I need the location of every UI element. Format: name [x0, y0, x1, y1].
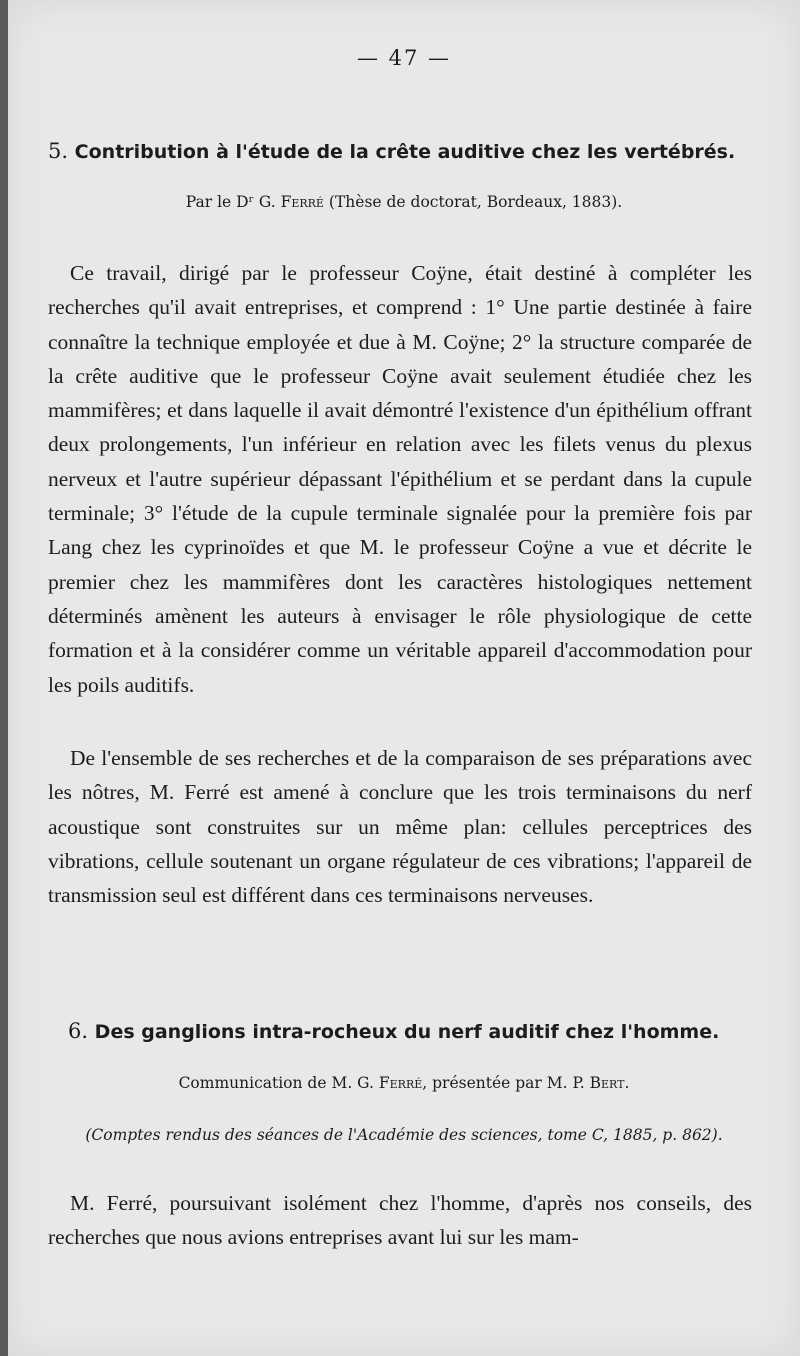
section-5-byline — [8, 193, 800, 211]
byline-middle: , présentée par M. P. — [422, 1074, 585, 1092]
section-6-byline — [8, 1074, 800, 1092]
section-6-citation: (Comptes rendus des séances de l'Académie des sciences, tome C, 1885, p. 862). — [85, 1126, 723, 1144]
document-page — [8, 0, 800, 1356]
section-6-paragraph: M. Ferré, poursuivant isolément chez l'homme, d'après nos conseils, des recherches que nous avions entreprises avant lui sur les mam- — [48, 1191, 752, 1250]
presenter-name: Bert — [589, 1074, 625, 1092]
section-6-heading — [68, 1019, 768, 1043]
author-name: Ferré — [378, 1074, 423, 1092]
author-name: Ferré — [280, 193, 324, 211]
byline-prefix: Par le Dʳ G. — [185, 193, 276, 211]
section-5-heading — [48, 139, 748, 163]
section-6-title: Des ganglions intra-rocheux du nerf auditif chez l'homme. — [94, 1021, 720, 1043]
section-5-paragraph-1: Ce travail, dirigé par le professeur Coÿne, était destiné à compléter les recherches qu'il avait entreprises, et comprend : 1° Une partie destinée à faire connaître la technique employée et due à M. Coÿne; 2° la structure comparée de la crête auditive que le professeur Coÿne avait seulement étudiée chez les mammifères; et dans laquelle il avait démontré l'existence d'un épithélium offrant deux prolongements, l'un inférieur en relation avec les filets venus du plexus nerveux et l'autre supérieur dépassant l'épithélium et se perdant dans la cupule terminale; 3° l'étude de la cupule terminale signalée pour la première fois par Lang chez les cyprinoïdes et que M. le professeur Coÿne a vue et décrite le premier chez les mammifères dont les caractères histologiques nettement déterminés amènent les auteurs à envisager le rôle physiologique de cette formation et à la considérer comme un véritable appareil d'accommodation pour les poils auditifs. — [48, 261, 752, 697]
section-5-paragraph-2: De l'ensemble de ses recherches et de la comparaison de ses préparations avec les nôtres, M. Ferré est amené à conclure que les trois terminaisons du nerf acoustique sont construites sur un même plan: cellules perceptrices des vibrations, cellule soutenant un organe régulateur de ces vibrations; l'appareil de transmission seul est différent dans ces terminaisons nerveuses. — [48, 746, 752, 908]
page-number: — 47 — — [356, 46, 452, 70]
section-6-number: 6. — [68, 1019, 89, 1043]
section-5-number: 5. — [48, 139, 69, 163]
byline-end: . — [624, 1074, 630, 1092]
byline-prefix: Communication de M. G. — [178, 1074, 374, 1092]
section-5-title: Contribution à l'étude de la crête auditive chez les vertébrés. — [74, 141, 736, 163]
byline-suffix: (Thèse de doctorat, Bordeaux, 1883). — [328, 193, 623, 211]
